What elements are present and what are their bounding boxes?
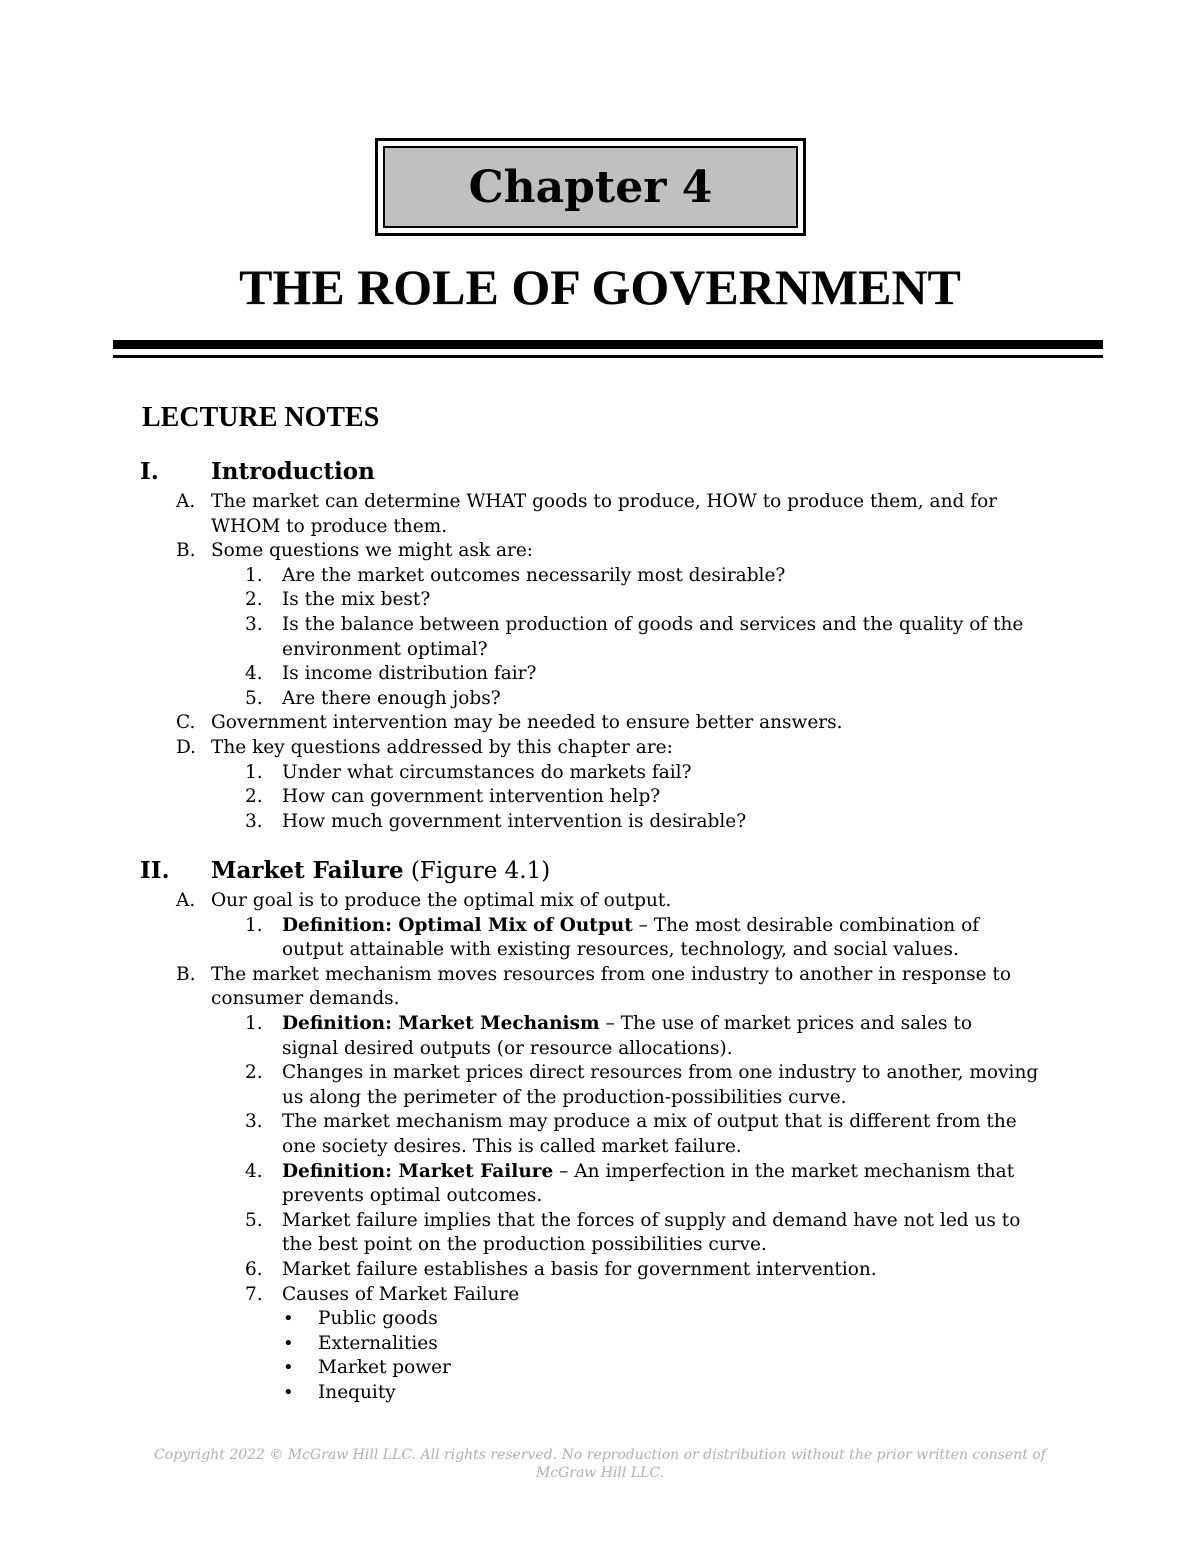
outline-marker: B. <box>176 963 196 985</box>
subitem-line: signal desired outputs (or resource allocations). <box>282 1037 733 1059</box>
section-title <box>211 458 375 485</box>
copyright-footer <box>0 1446 1200 1482</box>
outline-subitem-text <box>282 1233 767 1257</box>
outline-item-text: The key questions addressed by this chapter are: <box>211 737 673 758</box>
outline-item-text: WHOM to produce them. <box>211 515 448 537</box>
subitem-line: Changes in market prices direct resources from one industry to another, moving <box>282 1062 1039 1084</box>
outline-marker: 1. <box>245 761 263 783</box>
outline-marker: 3. <box>245 1111 263 1133</box>
subitem-line: Is the balance between production of goods and services and the quality of the <box>282 614 1024 635</box>
section-title-text: Introduction <box>211 458 375 485</box>
outline-marker: 1. <box>245 1013 263 1034</box>
outline-subitem-text <box>282 785 660 809</box>
outline-subitem-text <box>282 1037 733 1061</box>
definition-term: Definition: Market Failure <box>282 1160 554 1182</box>
definition-term: Definition: Optimal Mix of Output <box>282 914 633 936</box>
outline-marker: D. <box>176 737 197 758</box>
bullet-icon: • <box>283 1382 294 1403</box>
bullet-item-text: Market power <box>318 1357 451 1379</box>
section-number: I. <box>140 458 159 485</box>
subitem-line: output attainable with existing resources, technology, and social values. <box>282 939 959 961</box>
outline-marker: 3. <box>245 614 263 635</box>
outline-marker: B. <box>176 540 196 562</box>
outline-subitem-text <box>282 1283 519 1307</box>
outline-subitem-text <box>282 1086 847 1110</box>
outline-subitem-text <box>282 810 746 834</box>
subitem-line: – The use of market prices and sales to <box>599 1013 972 1034</box>
outline-marker: 2. <box>245 1062 263 1084</box>
bullet-icon: • <box>283 1308 294 1330</box>
outline-marker: 7. <box>245 1283 263 1305</box>
subitem-line: Under what circumstances do markets fail? <box>282 761 692 783</box>
subitem-line: the best point on the production possibilities curve. <box>282 1234 767 1256</box>
subitem-line: – The most desirable combination of <box>632 914 980 936</box>
title-rule-thin <box>113 355 1103 358</box>
lecture-notes-heading: LECTURE NOTES <box>142 402 380 433</box>
footer-line: McGraw Hill LLC. <box>535 1465 665 1481</box>
footer-line: Copyright 2022 © McGraw Hill LLC. All rights reserved. No reproduction or distribution without the prior written consent of <box>154 1447 1046 1463</box>
outline-subitem-text <box>282 638 488 662</box>
subitem-line: us along the perimeter of the production-possibilities curve. <box>282 1086 847 1108</box>
title-rule-thick <box>113 340 1103 349</box>
outline-marker: C. <box>176 712 196 734</box>
outline-marker: 5. <box>245 687 263 709</box>
section-title <box>211 857 550 884</box>
outline-subitem-text <box>282 588 430 612</box>
subitem-line: Causes of Market Failure <box>282 1283 520 1305</box>
outline-subitem-text <box>282 687 501 711</box>
outline-item-text: The market mechanism moves resources from one industry to another in response to <box>211 963 1012 985</box>
outline-subitem-text <box>282 938 959 962</box>
outline-item-text: Some questions we might ask are: <box>211 540 534 562</box>
outline-subitem-text <box>282 1012 972 1036</box>
outline-subitem-text <box>282 1209 1020 1233</box>
outline-subitem-text <box>282 1110 1017 1134</box>
subitem-line: Are the market outcomes necessarily most desirable? <box>282 564 786 586</box>
section-number: II. <box>140 857 170 884</box>
chapter-title: THE ROLE OF GOVERNMENT <box>239 259 961 315</box>
outline-marker: 2. <box>245 786 263 808</box>
outline-subitem-text <box>282 564 785 588</box>
section-title-suffix: (Figure 4.1) <box>403 858 551 884</box>
subitem-line: How can government intervention help? <box>282 786 661 808</box>
subitem-line: – An imperfection in the market mechanism that <box>553 1160 1015 1182</box>
outline-item-text: The market can determine WHAT goods to produce, HOW to produce them, and for <box>211 491 998 512</box>
outline-item-text: consumer demands. <box>211 988 400 1010</box>
outline-marker: A. <box>176 890 196 911</box>
outline-marker: A. <box>176 491 196 512</box>
definition-term: Definition: Market Mechanism <box>282 1013 600 1034</box>
section-title-text: Market Failure <box>211 857 404 884</box>
chapter-box-inner <box>383 146 798 228</box>
outline-item-text: Our goal is to produce the optimal mix of output. <box>211 890 672 911</box>
bullet-item-text: Inequity <box>318 1382 396 1403</box>
outline-marker: 6. <box>245 1259 263 1280</box>
outline-marker: 1. <box>245 914 263 936</box>
outline-marker: 4. <box>245 1160 263 1182</box>
outline-subitem-text <box>282 1061 1038 1085</box>
chapter-box <box>375 138 806 236</box>
outline-marker: 1. <box>245 564 263 586</box>
bullet-item-text: Public goods <box>318 1308 438 1330</box>
outline-subitem-text <box>282 1258 877 1282</box>
subitem-line: Is income distribution fair? <box>282 663 537 685</box>
outline-subitem-text <box>282 761 691 785</box>
outline-subitem-text <box>282 613 1023 637</box>
bullet-icon: • <box>283 1357 294 1379</box>
outline-subitem-text <box>282 1160 1014 1184</box>
subitem-line: Market failure establishes a basis for government intervention. <box>282 1259 877 1280</box>
subitem-line: Market failure implies that the forces of supply and demand have not led us to <box>282 1209 1021 1231</box>
bullet-icon: • <box>283 1332 294 1354</box>
subitem-line: one society desires. This is called market failure. <box>282 1136 742 1157</box>
outline-marker: 5. <box>245 1209 263 1231</box>
outline-subitem-text <box>282 1184 542 1208</box>
outline-item-text: Government intervention may be needed to ensure better answers. <box>211 712 843 734</box>
bullet-item-text: Externalities <box>318 1332 438 1354</box>
subitem-line: Is the mix best? <box>282 589 431 611</box>
outline-subitem-text <box>282 1135 742 1159</box>
subitem-line: Are there enough jobs? <box>282 687 501 709</box>
subitem-line: The market mechanism may produce a mix of output that is different from the <box>282 1111 1017 1133</box>
outline-marker: 4. <box>245 663 263 685</box>
subitem-line: How much government intervention is desirable? <box>282 810 747 832</box>
chapter-label: Chapter 4 <box>468 161 713 213</box>
subitem-line: prevents optimal outcomes. <box>282 1185 543 1207</box>
outline-subitem-text <box>282 662 536 686</box>
outline-subitem-text <box>282 914 979 938</box>
outline-marker: 2. <box>245 589 263 611</box>
subitem-line: environment optimal? <box>282 638 488 660</box>
outline-marker: 3. <box>245 810 263 832</box>
